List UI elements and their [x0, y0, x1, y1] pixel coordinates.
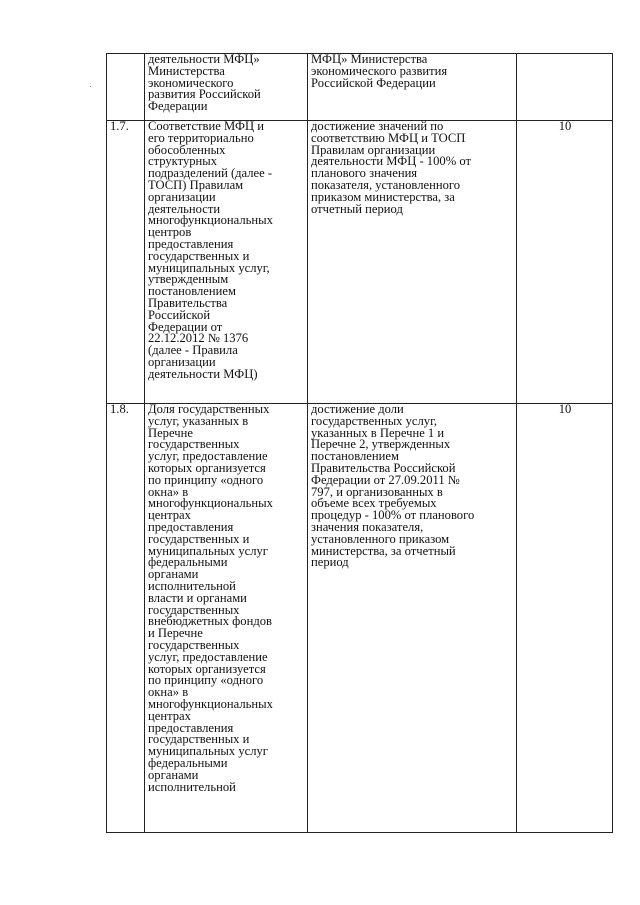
- text-line: Федерации: [148, 99, 208, 114]
- text-line: внебюджетных фондов: [148, 614, 272, 629]
- table-row: [107, 404, 613, 833]
- text-line: предоставления: [148, 236, 234, 251]
- text-line: 22.12.2012 № 1376: [148, 331, 249, 346]
- text-line: указанных в Перечне 1 и: [311, 425, 445, 440]
- row-number-cell: 1.7.: [107, 121, 145, 404]
- text-line: услуг, предоставление: [148, 449, 268, 464]
- text-line: государственных: [148, 602, 240, 617]
- text-line: Правительства: [148, 295, 228, 310]
- text-line: государственных: [148, 437, 240, 452]
- text-line: Правилам организации: [311, 142, 436, 157]
- text-line: ТОСП) Правилам: [148, 177, 244, 192]
- text-line: деятельности МФЦ): [148, 366, 258, 381]
- text-line: 797, и организованных в: [311, 484, 443, 499]
- text-line: экономического: [148, 75, 234, 90]
- text-line: органами: [148, 767, 199, 782]
- text-line: Перечне 2, утвержденных: [311, 437, 451, 452]
- text-line: Перечне: [148, 425, 193, 440]
- text-line: муниципальных услуг: [148, 744, 268, 759]
- text-line: подразделений (далее -: [148, 166, 273, 181]
- text-line: государственных и: [148, 531, 250, 546]
- text-line: утвержденным: [148, 272, 229, 287]
- text-line: соответствию МФЦ и ТОСП: [311, 130, 466, 145]
- text-line: деятельности: [148, 201, 221, 216]
- text-line: Соответствие МФЦ и: [148, 119, 264, 133]
- text-line: которых организуется: [148, 460, 266, 475]
- text-line: исполнительной: [148, 578, 236, 593]
- row-number-cell: 1.8.: [107, 404, 145, 833]
- table-row: [107, 121, 613, 404]
- criteria-table: [106, 53, 613, 833]
- text-line: деятельности МФЦ»: [148, 52, 260, 66]
- text-line: государственных: [148, 637, 240, 652]
- text-line: обособленных: [148, 142, 226, 157]
- row-number-cell: [107, 54, 145, 121]
- text-line: достижение доли: [311, 402, 404, 416]
- text-line: приказом министерства, за: [311, 189, 455, 204]
- criterion-cell: [145, 54, 308, 121]
- text-line: окна» в: [148, 484, 189, 499]
- text-line: объеме всех требуемых: [311, 496, 437, 511]
- text-line: многофункциональных: [148, 496, 273, 511]
- text-line: услуг, указанных в: [148, 413, 249, 428]
- text-line: государственных и: [148, 732, 250, 747]
- text-line: экономического развития: [311, 63, 448, 78]
- scan-speck: [90, 86, 91, 87]
- text-line: период: [311, 555, 349, 570]
- text-line: значения показателя,: [311, 519, 424, 534]
- condition-cell: [308, 54, 517, 121]
- text-line: организации: [148, 189, 216, 204]
- text-line: достижение значений по: [311, 119, 444, 133]
- text-line: постановлением: [311, 449, 399, 464]
- text-line: его территориально: [148, 130, 254, 145]
- score-cell: [517, 54, 613, 121]
- text-line: структурных: [148, 154, 218, 169]
- text-line: исполнительной: [148, 779, 236, 794]
- text-line: отчетный период: [311, 201, 403, 216]
- text-line: развития Российской: [148, 87, 261, 102]
- criterion-cell: [145, 121, 308, 404]
- text-line: МФЦ» Министерства: [311, 52, 428, 66]
- condition-cell: [308, 404, 517, 833]
- text-line: установленного приказом: [311, 531, 450, 546]
- text-line: и Перечне: [148, 626, 203, 641]
- text-line: многофункциональных: [148, 696, 273, 711]
- text-line: предоставления: [148, 720, 234, 735]
- text-line: Российской Федерации: [311, 75, 436, 90]
- text-line: Министерства: [148, 63, 225, 78]
- table-row: [107, 54, 613, 121]
- text-line: органами: [148, 567, 199, 582]
- text-line: Российской: [148, 307, 211, 322]
- score-cell: 10: [517, 121, 613, 404]
- text-line: услуг, предоставление: [148, 649, 268, 664]
- text-line: процедур - 100% от планового: [311, 508, 475, 523]
- text-line: власти и органами: [148, 590, 247, 605]
- text-line: муниципальных услуг,: [148, 260, 270, 275]
- text-line: центров: [148, 225, 192, 240]
- text-line: министерства, за отчетный: [311, 543, 456, 558]
- text-line: государственных и: [148, 248, 250, 263]
- text-line: Доля государственных: [148, 402, 270, 416]
- text-line: по принципу «одного: [148, 673, 264, 688]
- text-line: Правительства Российской: [311, 460, 456, 475]
- text-line: которых организуется: [148, 661, 266, 676]
- text-line: по принципу «одного: [148, 472, 264, 487]
- text-line: показателя, установленного: [311, 177, 461, 192]
- criterion-cell: [145, 404, 308, 833]
- text-line: Федерации от: [148, 319, 223, 334]
- condition-cell: [308, 121, 517, 404]
- text-line: федеральными: [148, 555, 228, 570]
- text-line: деятельности МФЦ - 100% от: [311, 154, 471, 169]
- text-line: Федерации от 27.09.2011 №: [311, 472, 460, 487]
- text-line: организации: [148, 354, 216, 369]
- text-line: государственных услуг,: [311, 413, 437, 428]
- text-line: постановлением: [148, 284, 236, 299]
- score-cell: 10: [517, 404, 613, 833]
- text-line: многофункциональных: [148, 213, 273, 228]
- text-line: центрах: [148, 708, 191, 723]
- text-line: окна» в: [148, 685, 189, 700]
- text-line: муниципальных услуг: [148, 543, 268, 558]
- text-line: предоставления: [148, 519, 234, 534]
- text-line: центрах: [148, 508, 191, 523]
- text-line: планового значения: [311, 166, 418, 181]
- text-line: федеральными: [148, 755, 228, 770]
- text-line: (далее - Правила: [148, 343, 238, 358]
